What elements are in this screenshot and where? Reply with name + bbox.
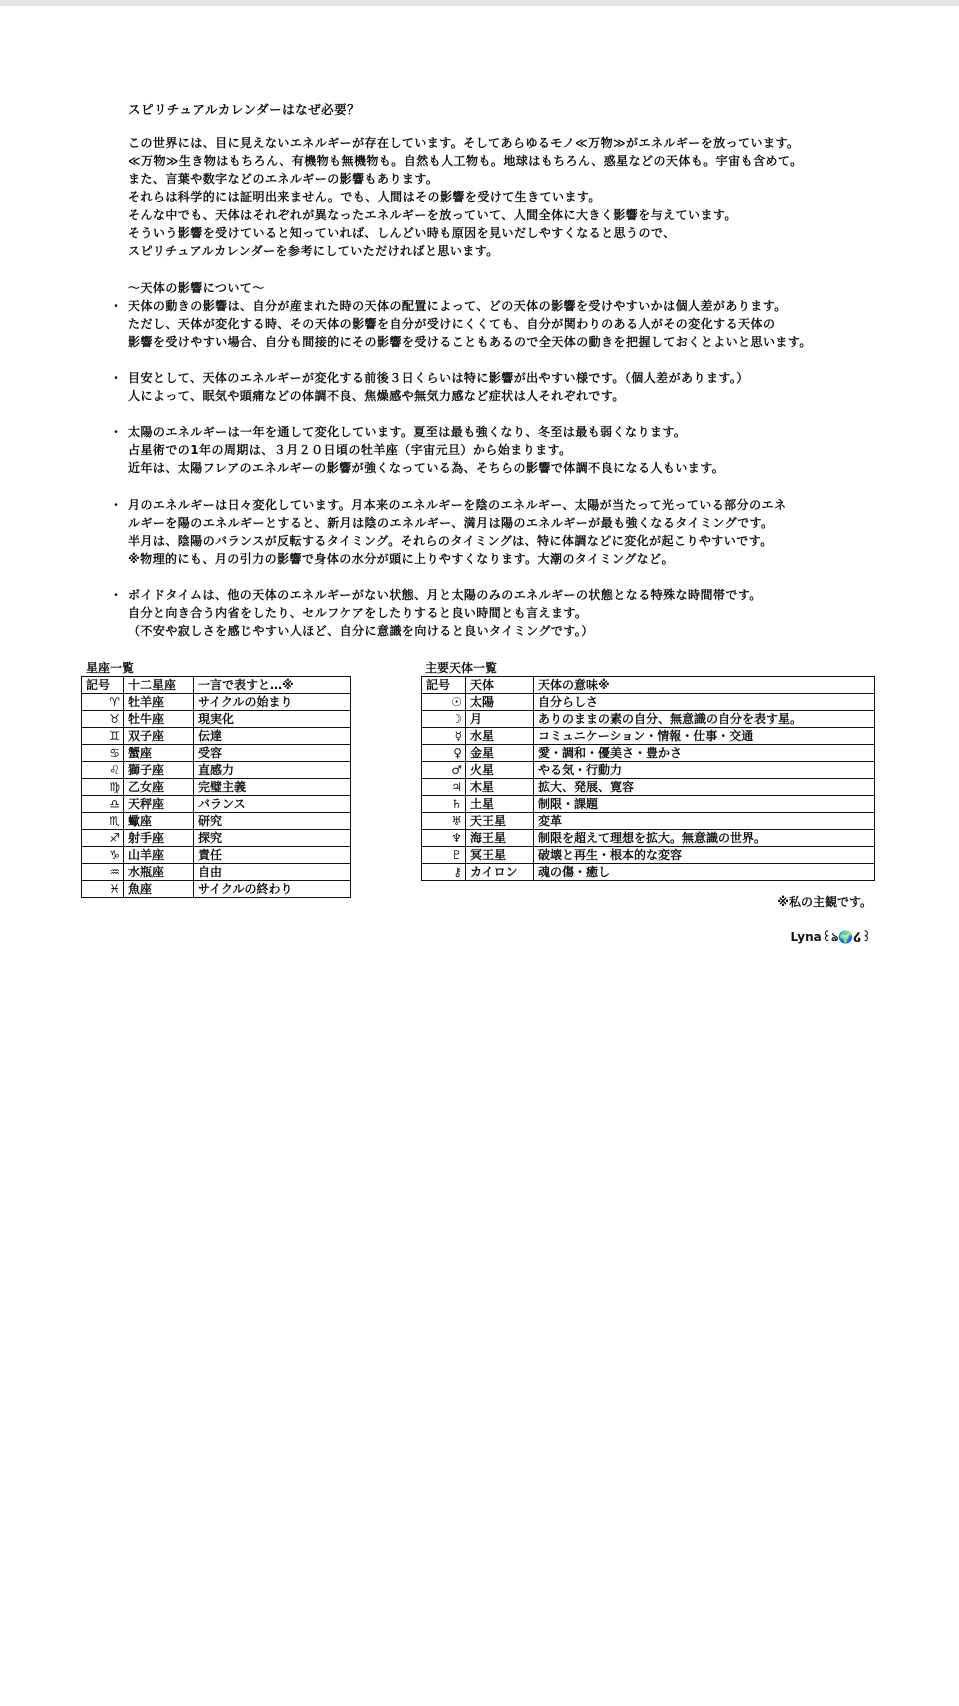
symbol-cell: ♀ <box>422 745 466 762</box>
bullet-line: 半月は、陰陽のバランスが反転するタイミング。それらのタイミングは、特に体調などに変化が起こりやすいです。 <box>128 534 773 548</box>
bullet-mark: ・ <box>110 299 123 313</box>
name-cell: 牡牛座 <box>124 711 194 728</box>
subjective-note: ※私の主観です。 <box>777 895 872 909</box>
bullet-mark: ・ <box>110 498 123 512</box>
symbol-cell: ☿ <box>422 728 466 745</box>
name-cell: 天秤座 <box>124 796 194 813</box>
meaning-cell: 破壊と再生・根本的な変容 <box>534 847 875 864</box>
name-cell: 月 <box>466 711 534 728</box>
symbol-cell: ♂ <box>422 762 466 779</box>
name-cell: 天王星 <box>466 813 534 830</box>
intro-line: この世界には、目に見えないエネルギーが存在しています。そしてあらゆるモノ≪万物≫がエネルギーを放っています。 <box>128 136 800 150</box>
bullet-line: 天体の動きの影響は、自分が産まれた時の天体の配置によって、どの天体の影響を受けやすいかは個人差があります。 <box>128 299 787 313</box>
bullet-line: 月のエネルギーは日々変化しています。月本来のエネルギーを陰のエネルギー、太陽が当たって光っている部分のエネ <box>128 498 787 512</box>
intro-line: そんな中でも、天体はそれぞれが異なったエネルギーを放っていて、人間全体に大きく影響を与えています。 <box>128 208 737 222</box>
meaning-cell: サイクルの終わり <box>194 881 351 898</box>
bullet-line: ※物理的にも、月の引力の影響で身体の水分が頭に上りやすくなります。大潮のタイミングなど。 <box>128 552 675 566</box>
meaning-cell: 自由 <box>194 864 351 881</box>
intro-line: ≪万物≫生き物はもちろん、有機物も無機物も。自然も人工物も。地球はもちろん、惑星などの天体も。宇宙も含めて。 <box>128 154 803 168</box>
symbol-cell: ♎ <box>82 796 124 813</box>
bullet-line: 占星術での1年の周期は、３月２０日頃の牡羊座（宇宙元旦）から始まります。 <box>128 443 572 457</box>
table-row <box>82 830 351 847</box>
meaning-cell: ありのままの素の自分、無意識の自分を表す星。 <box>534 711 875 728</box>
name-cell: 蠍座 <box>124 813 194 830</box>
table-row <box>422 762 875 779</box>
name-cell: 獅子座 <box>124 762 194 779</box>
bullet-line: ただし、天体が変化する時、その天体の影響を自分が受けにくくても、自分が関わりのある人がその変化する天体の <box>128 317 776 331</box>
planets-table <box>421 676 875 881</box>
symbol-cell: ⚷ <box>422 864 466 881</box>
meaning-cell: 探究 <box>194 830 351 847</box>
table-row <box>422 830 875 847</box>
symbol-cell: ♒ <box>82 864 124 881</box>
intro-line: スピリチュアルカレンダーを参考にしていただければと思います。 <box>128 244 499 258</box>
name-cell: 冥王星 <box>466 847 534 864</box>
name-cell: 牡羊座 <box>124 694 194 711</box>
meaning-cell: 責任 <box>194 847 351 864</box>
table-row <box>422 813 875 830</box>
planets-table-body <box>422 677 875 881</box>
bullet-line: 太陽のエネルギーは一年を通して変化しています。夏至は最も強くなり、冬至は最も弱くなります。 <box>128 425 687 439</box>
meaning-cell: 制限・課題 <box>534 796 875 813</box>
table-row <box>422 711 875 728</box>
table-row <box>82 864 351 881</box>
table-header-row <box>422 677 875 694</box>
meaning-cell: 制限を超えて理想を拡大。無意識の世界。 <box>534 830 875 847</box>
table-row <box>422 847 875 864</box>
bullet-line: 近年は、太陽フレアのエネルギーの影響が強くなっている為、そちらの影響で体調不良になる人もいます。 <box>128 461 725 475</box>
bullet-mark: ・ <box>110 588 123 602</box>
meaning-cell: 変革 <box>534 813 875 830</box>
symbol-cell: ♅ <box>422 813 466 830</box>
bullet-mark: ・ <box>110 425 123 439</box>
symbol-cell: ♌ <box>82 762 124 779</box>
name-cell: 蟹座 <box>124 745 194 762</box>
bullet-line: ボイドタイムは、他の天体のエネルギーがない状態、月と太陽のみのエネルギーの状態となる特殊な時間帯です。 <box>128 588 762 602</box>
bullet-line: 影響を受けやすい場合、自分も間接的にその影響を受けることもあるので全天体の動きを把握しておくとよいと思います。 <box>128 335 812 349</box>
table-row <box>82 728 351 745</box>
symbol-cell: ♏ <box>82 813 124 830</box>
zodiac-table <box>81 676 351 898</box>
header-cell: 記号 <box>82 677 124 694</box>
meaning-cell: 受容 <box>194 745 351 762</box>
intro-line: そういう影響を受けていると知っていれば、しんどい時も原因を見いだしやすくなると思うので、 <box>128 226 676 240</box>
meaning-cell: 拡大、発展、寛容 <box>534 779 875 796</box>
meaning-cell: 魂の傷・癒し <box>534 864 875 881</box>
name-cell: 山羊座 <box>124 847 194 864</box>
table-row <box>82 796 351 813</box>
meaning-cell: 直感力 <box>194 762 351 779</box>
symbol-cell: ♈ <box>82 694 124 711</box>
name-cell: 土星 <box>466 796 534 813</box>
symbol-cell: ♇ <box>422 847 466 864</box>
bullet-line: 人によって、眠気や頭痛などの体調不良、焦燥感や無気力感など症状は人それぞれです。 <box>128 389 625 403</box>
bullet-line: 目安として、天体のエネルギーが変化する前後３日くらいは特に影響が出やすい様です。（個人差があります。） <box>128 371 749 385</box>
zodiac-table-body <box>82 677 351 898</box>
header-cell: 記号 <box>422 677 466 694</box>
symbol-cell: ♉ <box>82 711 124 728</box>
meaning-cell: やる気・行動力 <box>534 762 875 779</box>
meaning-cell: 愛・調和・優美さ・豊かさ <box>534 745 875 762</box>
signature: Lyna꒰ঌ🌍໒꒱ <box>790 930 871 944</box>
table-row <box>422 728 875 745</box>
intro-line: それらは科学的には証明出来ません。でも、人間はその影響を受けて生きています。 <box>128 190 601 204</box>
header-cell: 天体の意味※ <box>534 677 875 694</box>
symbol-cell: ♑ <box>82 847 124 864</box>
name-cell: カイロン <box>466 864 534 881</box>
name-cell: 木星 <box>466 779 534 796</box>
page-title: スピリチュアルカレンダーはなぜ必要？ <box>128 102 361 117</box>
planets-caption: 主要天体一覧 <box>425 661 498 675</box>
table-row <box>82 813 351 830</box>
name-cell: 双子座 <box>124 728 194 745</box>
symbol-cell: ☽ <box>422 711 466 728</box>
name-cell: 射手座 <box>124 830 194 847</box>
zodiac-caption: 星座一覧 <box>86 661 135 675</box>
table-row <box>82 745 351 762</box>
table-row <box>82 779 351 796</box>
bullet-line: ルギーを陽のエネルギーとすると、新月は陰のエネルギー、満月は陽のエネルギーが最も強くなるタイミングです。 <box>128 516 774 530</box>
bullet-line: 自分と向き合う内省をしたり、セルフケアをしたりすると良い時間とも言えます。 <box>128 606 588 620</box>
table-row <box>82 881 351 898</box>
header-cell: 一言で表すと…※ <box>194 677 351 694</box>
symbol-cell: ♓ <box>82 881 124 898</box>
section-title: ～天体の影響について～ <box>128 281 265 295</box>
table-row <box>422 694 875 711</box>
name-cell: 水瓶座 <box>124 864 194 881</box>
meaning-cell: 伝達 <box>194 728 351 745</box>
symbol-cell: ♍ <box>82 779 124 796</box>
meaning-cell: 自分らしさ <box>534 694 875 711</box>
symbol-cell: ☉ <box>422 694 466 711</box>
top-bar <box>0 0 959 6</box>
name-cell: 乙女座 <box>124 779 194 796</box>
name-cell: 太陽 <box>466 694 534 711</box>
meaning-cell: 現実化 <box>194 711 351 728</box>
table-row <box>422 745 875 762</box>
table-row <box>82 711 351 728</box>
symbol-cell: ♋ <box>82 745 124 762</box>
name-cell: 水星 <box>466 728 534 745</box>
meaning-cell: 完璧主義 <box>194 779 351 796</box>
table-row <box>422 864 875 881</box>
header-cell: 十二星座 <box>124 677 194 694</box>
bullet-line: （不安や寂しさを感じやすい人ほど、自分に意識を向けると良いタイミングです。） <box>128 624 594 638</box>
name-cell: 金星 <box>466 745 534 762</box>
intro-line: また、言葉や数字などのエネルギーの影響もあります。 <box>128 172 439 186</box>
symbol-cell: ♆ <box>422 830 466 847</box>
meaning-cell: バランス <box>194 796 351 813</box>
name-cell: 魚座 <box>124 881 194 898</box>
meaning-cell: コミュニケーション・情報・仕事・交通 <box>534 728 875 745</box>
symbol-cell: ♊ <box>82 728 124 745</box>
name-cell: 火星 <box>466 762 534 779</box>
symbol-cell: ♃ <box>422 779 466 796</box>
symbol-cell: ♄ <box>422 796 466 813</box>
table-row <box>82 694 351 711</box>
meaning-cell: 研究 <box>194 813 351 830</box>
table-row <box>422 796 875 813</box>
name-cell: 海王星 <box>466 830 534 847</box>
bullet-mark: ・ <box>110 371 123 385</box>
table-row <box>82 762 351 779</box>
meaning-cell: サイクルの始まり <box>194 694 351 711</box>
table-header-row <box>82 677 351 694</box>
table-row <box>422 779 875 796</box>
header-cell: 天体 <box>466 677 534 694</box>
table-row <box>82 847 351 864</box>
symbol-cell: ♐ <box>82 830 124 847</box>
